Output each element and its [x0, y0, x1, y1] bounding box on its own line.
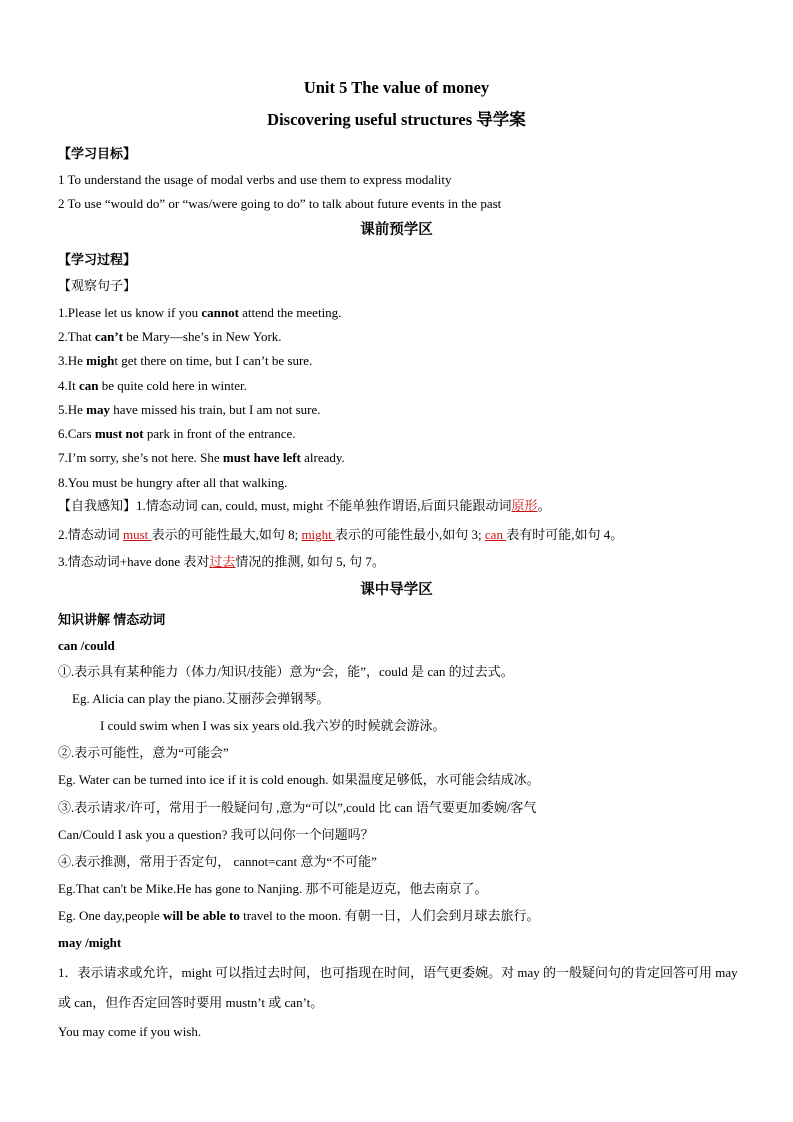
- example-line: Eg.That can't be Mike.He has gone to Nanjing. 那不可能是迈克，他去南京了。: [58, 881, 488, 896]
- usage-point: ④.表示推测，常用于否定句， cannot=cant 意为“不可能”: [58, 854, 377, 869]
- example-line: Can/Could I ask you a question? 我可以问你一个问题吗？: [58, 827, 374, 842]
- self-check-line: 3.情态动词+have done 表对过去情况的推测, 如句 5, 句 7。: [58, 554, 385, 569]
- usage-point: ③.表示请求/许可，常用于一般疑问句 ,意为“可以”,could 比 can 语气要更加委婉/客气: [58, 800, 537, 815]
- may-might-heading: may /might: [58, 935, 122, 950]
- class-section-heading: 课中导学区: [360, 582, 433, 598]
- objective-item: 2 To use “would do” or “was/were going to do” to talk about future events in the past: [58, 196, 502, 211]
- objective-item: 1 To understand the usage of modal verbs and use them to express modality: [58, 172, 452, 187]
- observe-heading: 【观察句子】: [58, 278, 137, 293]
- usage-point: ①.表示具有某种能力（体力/知识/技能）意为“会，能”，could 是 can 的过去式。: [58, 664, 514, 679]
- example-sentence: 1.Please let us know if you cannot attend the meeting.: [58, 305, 342, 320]
- example-sentence: 2.That can’t be Mary—she’s in New York.: [58, 329, 282, 344]
- usage-point: ②.表示可能性，意为“可能会”: [58, 745, 229, 760]
- example-sentence: 7.I’m sorry, she’s not here. She must have left already.: [58, 450, 345, 465]
- self-check-line: 2.情态动词 must 表示的可能性最大,如句 8; might 表示的可能性最小,如句 3; can 表有时可能,如句 4。: [58, 527, 624, 542]
- example-sentence: 8.You must be hungry after all that walking.: [58, 475, 288, 490]
- example-sentence: 4.It can be quite cold here in winter.: [58, 378, 247, 393]
- process-heading: 【学习过程】: [58, 252, 137, 267]
- example-line: I could swim when I was six years old.我六岁的时候就会游泳。: [100, 718, 446, 733]
- example-line: Eg. Water can be turned into ice if it is cold enough. 如果温度足够低，水可能会结成冰。: [58, 772, 540, 787]
- page-subtitle: Discovering useful structures 导学案: [267, 110, 526, 129]
- self-check-line: 【自我感知】1.情态动词 can, could, must, might 不能单独作谓语,后面只能跟动词原形。: [58, 498, 551, 513]
- knowledge-heading: 知识讲解 情态动词: [58, 612, 166, 627]
- preview-section-heading: 课前预学区: [360, 222, 433, 238]
- example-sentence: 3.He might get there on time, but I can’t be sure.: [58, 353, 313, 368]
- page-title: Unit 5 The value of money: [303, 78, 490, 97]
- usage-point: 1．表示请求或允许，might 可以指过去时间，也可指现在时间，语气更委婉。对 may 的一般疑问句的肯定回答可用 may 或 can，但作否定回答时要用 mustn’t 或 can’t。: [58, 965, 738, 1010]
- example-sentence: 5.He may have missed his train, but I am not sure.: [58, 402, 321, 417]
- example-line: Eg. One day,people will be able to travel to the moon. 有朝一日，人们会到月球去旅行。: [58, 908, 540, 923]
- example-line: You may come if you wish.: [58, 1024, 202, 1039]
- example-sentence: 6.Cars must not park in front of the entrance.: [58, 426, 296, 441]
- example-line: Eg. Alicia can play the piano.艾丽莎会弹钢琴。: [72, 691, 330, 706]
- can-could-heading: can /could: [58, 638, 115, 653]
- objectives-heading: 【学习目标】: [58, 146, 137, 161]
